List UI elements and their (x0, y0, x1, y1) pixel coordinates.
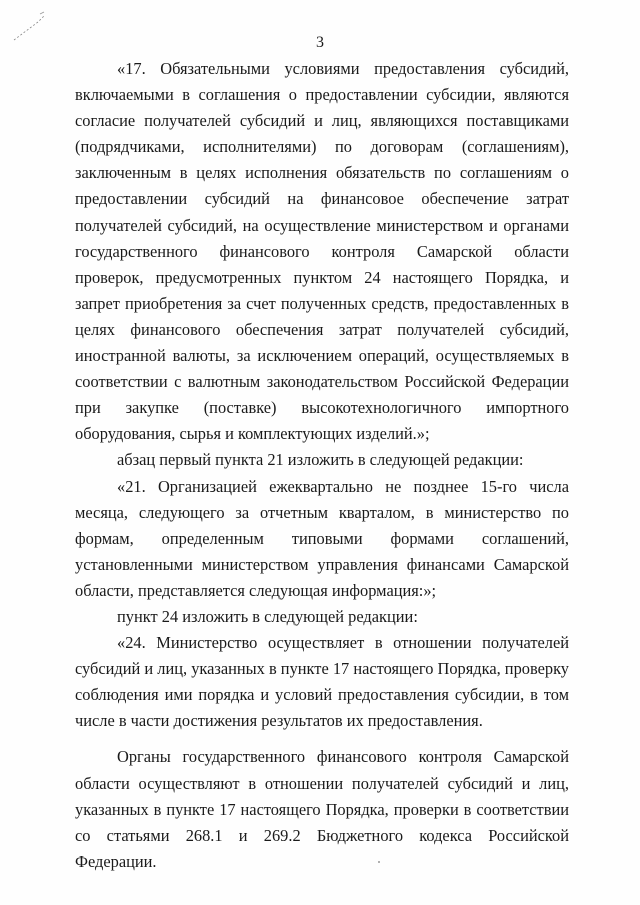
paragraph-amend-21-intro: абзац первый пункта 21 изложить в следующей редакции: (117, 450, 524, 470)
paragraph-clause-24-control: Органы государственного финансового контроля Самарской области осуществляют в отношении получателей субсидий и лиц, указанных в пункте 17 настоящего Порядка, проверки в соответствии со статьями 268.1 и 269.2 Бюджетного кодекса Российской Федерации. (75, 747, 569, 871)
paragraph-clause-17: «17. Обязательными условиями предоставления субсидий, включаемыми в соглашения о предоставлении субсидии, являются согласие получателей субсидий и лиц, являющихся поставщиками (подрядчиками, исполнителями) по договорам (соглашениям), заключенным в целях исполнения обязательств по соглашениям о предоставлении субсидий на финансовое обеспечение затрат получателей субсидий, на осуществление министерством и органами государственного финансового контроля Самарской области проверок, предусмотренных пунктом 24 настоящего Порядка, и запрет приобретения за счет полученных средств, предоставленных в целях финансового обеспечения затрат получателей субсидий, иностранной валюты, за исключением операций, осуществляемых в соответствии с валютным законодательством Российской Федерации при закупке (поставке) высокотехнологичного импортного оборудования, сырья и комплектующих изделий.»; (75, 59, 569, 444)
paragraph-amend-24-intro: пункт 24 изложить в следующей редакции: (117, 606, 418, 626)
document-body (75, 56, 569, 875)
scan-dot (378, 861, 380, 863)
paragraph-clause-21: «21. Организацией ежеквартально не позднее 15-го числа месяца, следующего за отчетным кварталом, в министерство по формам, определенным типовыми формами соглашений, установленными министерством управления финансами Самарской области, представляется следующая информация:»; (75, 476, 569, 600)
page-number: 3 (316, 34, 324, 51)
paragraph-clause-24: «24. Министерство осуществляет в отношении получателей субсидий и лиц, указанных в пункте 17 настоящего Порядка, проверку соблюдения ими порядка и условий предоставления субсидии, в том числе в части достижения результатов их предоставления. (75, 633, 570, 731)
